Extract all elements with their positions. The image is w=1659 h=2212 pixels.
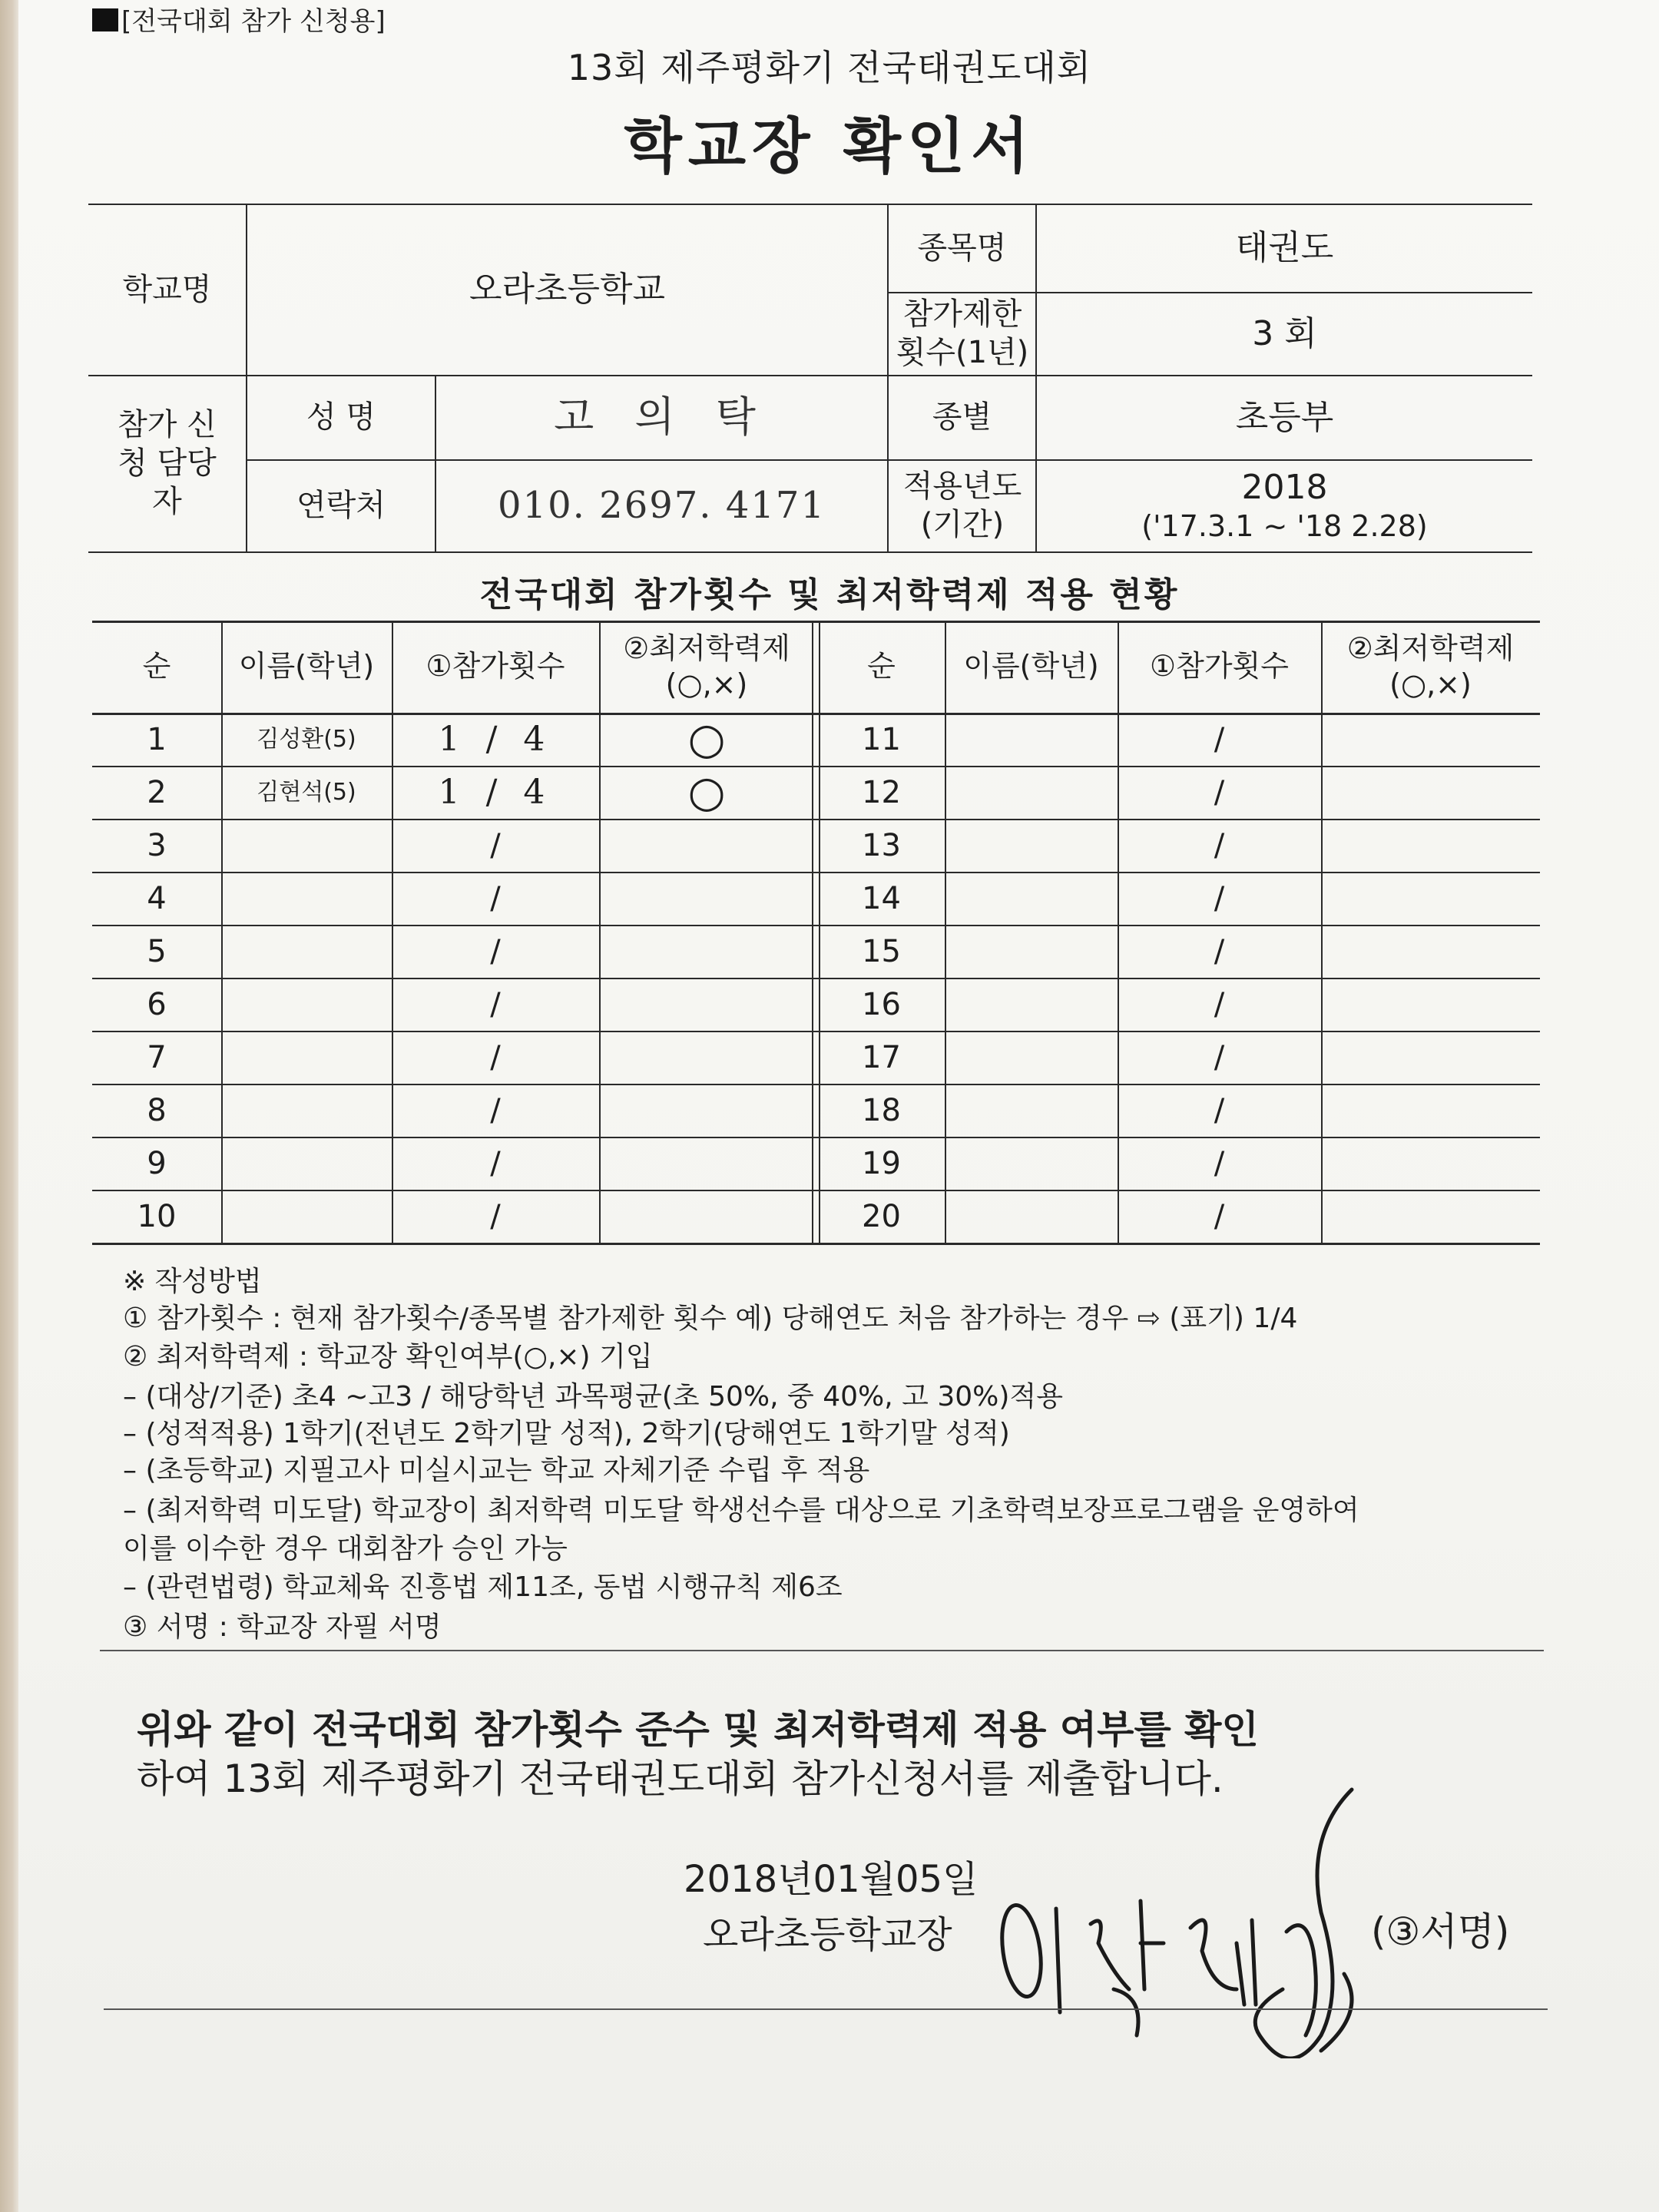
left-row-5-count: /: [490, 933, 501, 969]
right-row-14-min: [1321, 872, 1540, 925]
year-value: 2018: [1241, 467, 1328, 507]
right-row-20-no: 20: [862, 1198, 901, 1234]
right-row-11-name: [945, 713, 1118, 766]
right-row-17-count: /: [1214, 1039, 1225, 1075]
left-row-2-min: ○: [687, 767, 726, 817]
instruction-line-9: ③ 서명 : 학교장 자필 서명: [123, 1611, 442, 1643]
right-row-14-count: /: [1214, 880, 1225, 916]
left-row-5-min: [599, 925, 814, 978]
right-row-13-no: 13: [862, 827, 901, 863]
right-row-15-min: [1321, 925, 1540, 978]
right-row-17-no: 17: [862, 1039, 901, 1075]
right-row-12-min: [1321, 766, 1540, 819]
right-row-15-name: [945, 925, 1118, 978]
section-title: 전국대회 참가횟수 및 최저학력제 적용 현황: [479, 575, 1180, 614]
right-row-11-count: /: [1214, 721, 1225, 757]
right-row-13-count: /: [1214, 827, 1225, 863]
left-row-4-count: /: [490, 880, 501, 916]
left-row-6-count: /: [490, 986, 501, 1022]
left-row-3-min: [599, 819, 814, 872]
event-label: 종목명: [917, 230, 1007, 266]
right-row-19-count: /: [1214, 1145, 1225, 1181]
right-row-19-name: [945, 1137, 1118, 1190]
limit-value: 3 회: [1252, 313, 1317, 353]
left-row-10-count: /: [490, 1198, 501, 1234]
sign-label: (③서명): [1371, 1909, 1510, 1954]
document-subtitle: 13회 제주평화기 전국태권도대회: [567, 47, 1092, 88]
header-right-0: 순: [867, 649, 896, 684]
division-label: 종별: [932, 399, 992, 435]
period-value: ('17.3.1 ~ '18 2.28): [1141, 508, 1428, 543]
instruction-line-4: – (성적적용) 1학기(전년도 2학기말 성적), 2학기(당해연도 1학기말 성적): [123, 1418, 1010, 1449]
right-row-11-no: 11: [862, 721, 901, 757]
right-row-16-name: [945, 978, 1118, 1031]
left-row-7-count: /: [490, 1039, 501, 1075]
left-row-3-count: /: [490, 827, 501, 863]
name-value: 고 의 탁: [554, 392, 770, 442]
left-row-10-no: 10: [137, 1198, 177, 1234]
name-label: 성 명: [306, 399, 376, 435]
signature-drawing: [983, 1759, 1382, 2058]
school-label: 학교명: [122, 271, 212, 307]
left-row-6-name: [221, 978, 392, 1031]
left-row-6-min: [599, 978, 814, 1031]
left-row-8-count: /: [490, 1092, 501, 1128]
manager-label: 참가 신청 담당자: [118, 407, 217, 519]
instruction-line-6: – (최저학력 미도달) 학교장이 최저학력 미도달 학생선수를 대상으로 기초학력보장프로그램을 운영하여: [123, 1495, 1359, 1526]
left-row-10-name: [221, 1190, 392, 1243]
left-row-5-no: 5: [147, 933, 167, 969]
instruction-line-8: – (관련법령) 학교체육 진흥법 제11조, 동법 시행규칙 제6조: [123, 1571, 843, 1603]
header-right-2: ①참가횟수: [1150, 649, 1289, 684]
right-row-18-name: [945, 1084, 1118, 1137]
year-label: 적용년도 (기간): [902, 469, 1022, 542]
right-row-12-count: /: [1214, 774, 1225, 810]
right-row-15-count: /: [1214, 933, 1225, 969]
left-row-7-no: 7: [147, 1039, 167, 1075]
left-row-7-min: [599, 1031, 814, 1084]
contact-label: 연락처: [296, 488, 386, 523]
left-row-8-min: [599, 1084, 814, 1137]
confirm-line-2: 하여 13회 제주평화기 전국태권도대회 참가신청서를 제출합니다.: [137, 1757, 1224, 1801]
right-row-18-min: [1321, 1084, 1540, 1137]
right-row-20-name: [945, 1190, 1118, 1243]
right-row-13-name: [945, 819, 1118, 872]
left-row-4-min: [599, 872, 814, 925]
left-row-4-name: [221, 872, 392, 925]
left-row-9-name: [221, 1137, 392, 1190]
right-row-20-count: /: [1214, 1198, 1225, 1234]
right-row-12-no: 12: [862, 774, 901, 810]
left-row-3-no: 3: [147, 827, 167, 863]
left-row-6-no: 6: [147, 986, 167, 1022]
right-row-12-name: [945, 766, 1118, 819]
event-value: 태권도: [1235, 228, 1334, 267]
right-row-11-min: [1321, 713, 1540, 766]
header-left-0: 순: [142, 649, 171, 684]
right-row-18-no: 18: [862, 1092, 901, 1128]
instruction-line-0: ※ 작성방법: [123, 1266, 262, 1297]
right-row-20-min: [1321, 1190, 1540, 1243]
left-row-1-count: 1 / 4: [438, 720, 553, 759]
left-row-4-no: 4: [147, 880, 167, 916]
right-row-16-count: /: [1214, 986, 1225, 1022]
right-row-19-min: [1321, 1137, 1540, 1190]
right-row-14-name: [945, 872, 1118, 925]
instruction-line-7: 이를 이수한 경우 대회참가 승인 가능: [123, 1533, 568, 1565]
right-row-15-no: 15: [862, 933, 901, 969]
corner-label: [전국대회 참가 신청용]: [92, 0, 386, 38]
left-row-7-name: [221, 1031, 392, 1084]
left-row-1-name: 김성환(5): [257, 725, 356, 753]
left-row-8-no: 8: [147, 1092, 167, 1128]
right-row-17-name: [945, 1031, 1118, 1084]
right-row-19-no: 19: [862, 1145, 901, 1181]
year-cell: [1037, 459, 1532, 551]
header-right-3: ②최저학력제 (○,×): [1346, 631, 1515, 701]
left-row-1-min: ○: [687, 714, 726, 764]
instruction-line-3: – (대상/기준) 초4 ~고3 / 해당학년 과목평균(초 50%, 중 40%, 고 30%)적용: [123, 1381, 1063, 1412]
square-bullet-icon: [92, 8, 118, 31]
header-left-1: 이름(학년): [238, 649, 375, 684]
left-row-1-no: 1: [147, 721, 167, 757]
header-left-3: ②최저학력제 (○,×): [623, 631, 790, 701]
limit-label: 참가제한 횟수(1년): [896, 296, 1029, 370]
left-row-9-count: /: [490, 1145, 501, 1181]
division-value: 초등부: [1235, 397, 1334, 437]
left-row-8-name: [221, 1084, 392, 1137]
instruction-line-5: – (초등학교) 지필고사 미실시교는 학교 자체기준 수립 후 적용: [123, 1455, 870, 1486]
right-row-17-min: [1321, 1031, 1540, 1084]
right-row-13-min: [1321, 819, 1540, 872]
left-row-5-name: [221, 925, 392, 978]
left-row-2-name: 김현석(5): [257, 778, 356, 806]
right-row-14-no: 14: [862, 880, 901, 916]
date: 2018년01월05일: [684, 1858, 979, 1901]
document-title: 학교장 확인서: [624, 112, 1035, 181]
right-row-16-min: [1321, 978, 1540, 1031]
left-row-2-no: 2: [147, 774, 167, 810]
left-row-10-min: [599, 1190, 814, 1243]
header-right-1: 이름(학년): [963, 649, 1099, 684]
contact-value: 010. 2697. 4171: [498, 484, 826, 527]
instruction-line-2: ② 최저학력제 : 학교장 확인여부(○,×) 기입: [123, 1341, 653, 1373]
left-row-9-no: 9: [147, 1145, 167, 1181]
school-name: 오라초등학교: [469, 270, 666, 309]
instruction-line-1: ① 참가횟수 : 현재 참가횟수/종목별 참가제한 횟수 예) 당해연도 처음 참가하는 경우 ⇨ (표기) 1/4: [123, 1303, 1298, 1334]
left-row-2-count: 1 / 4: [438, 773, 553, 812]
right-row-16-no: 16: [862, 986, 901, 1022]
left-row-9-min: [599, 1137, 814, 1190]
right-row-18-count: /: [1214, 1092, 1225, 1128]
left-row-3-name: [221, 819, 392, 872]
header-left-2: ①참가횟수: [426, 649, 565, 684]
principal-title: 오라초등학교장: [703, 1913, 952, 1956]
confirm-line-1: 위와 같이 전국대회 참가횟수 준수 및 최저학력제 적용 여부를 확인: [137, 1707, 1259, 1752]
